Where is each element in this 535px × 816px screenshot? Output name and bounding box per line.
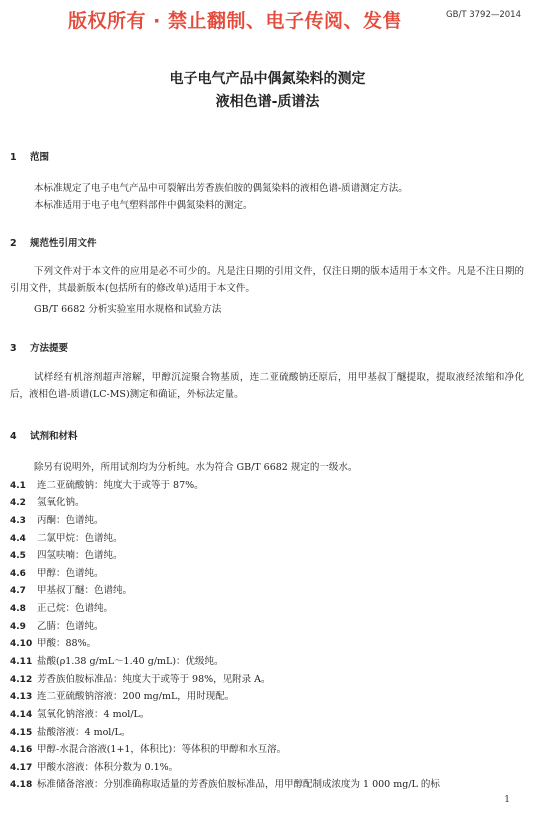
reagents-intro: 除另有说明外，所用试剂均为分析纯。水为符合 GB/T 6682 规定的一级水。 (34, 462, 358, 473)
document-title: 电子电气产品中偶氮染料的测定 (169, 71, 366, 87)
reference-gb-t-6682: GB/T 6682 分析实验室用水规格和试验方法 (34, 304, 222, 315)
section-heading-method-summary (10, 340, 68, 354)
copyright-watermark: 版权所有 · 禁止翻制、电子传阅、发售 (68, 10, 402, 32)
section-number: 4 (10, 431, 17, 442)
reagent-item: 4.5 四氢呋喃：色谱纯。 (10, 550, 123, 561)
section-title: 范围 (30, 152, 50, 163)
reagent-item: 4.1 连二亚硫酸钠：纯度大于或等于 87%。 (10, 480, 204, 491)
section-heading-normative-references (10, 235, 97, 249)
section-heading-reagents (10, 428, 78, 442)
reagent-item: 4.2 氢氧化钠。 (10, 497, 85, 508)
reagent-item: 4.7 甲基叔丁醚：色谱纯。 (10, 585, 133, 596)
reagent-item: 4.10 甲酸：88%。 (10, 638, 97, 649)
reagent-item: 4.17 甲酸水溶液：体积分数为 0.1%。 (10, 762, 179, 773)
standard-number: GB/T 3792—2014 (446, 10, 521, 20)
reagent-item: 4.9 乙腈：色谱纯。 (10, 621, 104, 632)
section-heading-scope (10, 149, 49, 163)
document-subtitle: 液相色谱-质谱法 (215, 94, 320, 110)
section-number: 1 (10, 152, 17, 163)
scope-paragraph-2: 本标准适用于电子电气塑料部件中偶氮染料的测定。 (34, 200, 253, 211)
section-title: 方法提要 (30, 343, 69, 354)
reagent-item: 4.16 甲醇-水混合溶液(1+1，体积比)：等体积的甲醇和水互溶。 (10, 744, 287, 755)
reagent-item: 4.8 正己烷：色谱纯。 (10, 603, 114, 614)
section-title: 规范性引用文件 (30, 238, 97, 249)
section-title: 试剂和材料 (30, 431, 78, 442)
reagent-item: 4.15 盐酸溶液：4 mol/L。 (10, 727, 131, 738)
normative-references-paragraph: 下列文件对于本文件的应用是必不可少的。凡是注日期的引用文件，仅注日期的版本适用于本文件。凡是不注日期的引用文件，其最新版本(包括所有的修改单)适用于本文件。 (10, 266, 524, 294)
reagent-item: 4.14 氢氧化钠溶液：4 mol/L。 (10, 709, 150, 720)
scope-paragraph-1: 本标准规定了电子电气产品中可裂解出芳香族伯胺的偶氮染料的液相色谱-质谱测定方法。 (34, 183, 408, 194)
reagent-item: 4.12 芳香族伯胺标准品：纯度大于或等于 98%，见附录 A。 (10, 674, 271, 685)
reagent-item: 4.3 丙酮：色谱纯。 (10, 515, 104, 526)
reagent-item: 4.13 连二亚硫酸钠溶液：200 mg/mL，用时现配。 (10, 691, 235, 702)
reagent-item: 4.4 二氯甲烷：色谱纯。 (10, 533, 123, 544)
page-number: 1 (504, 795, 510, 805)
reagent-item: 4.18 标准储备溶液：分别准确称取适量的芳香族伯胺标准品，用甲醇配制成浓度为 1 000 mg/L 的标 (10, 779, 440, 790)
reagent-item: 4.6 甲醇：色谱纯。 (10, 568, 104, 579)
method-summary-paragraph: 试样经有机溶剂超声溶解，甲醇沉淀聚合物基质，连二亚硫酸钠还原后，用甲基叔丁醚提取，提取液经浓缩和净化后，液相色谱-质谱(LC-MS)测定和确证，外标法定量。 (10, 372, 524, 400)
section-number: 2 (10, 238, 17, 249)
section-number: 3 (10, 343, 17, 354)
reagent-item: 4.11 盐酸(ρ1.38 g/mL～1.40 g/mL)：优级纯。 (10, 656, 224, 667)
